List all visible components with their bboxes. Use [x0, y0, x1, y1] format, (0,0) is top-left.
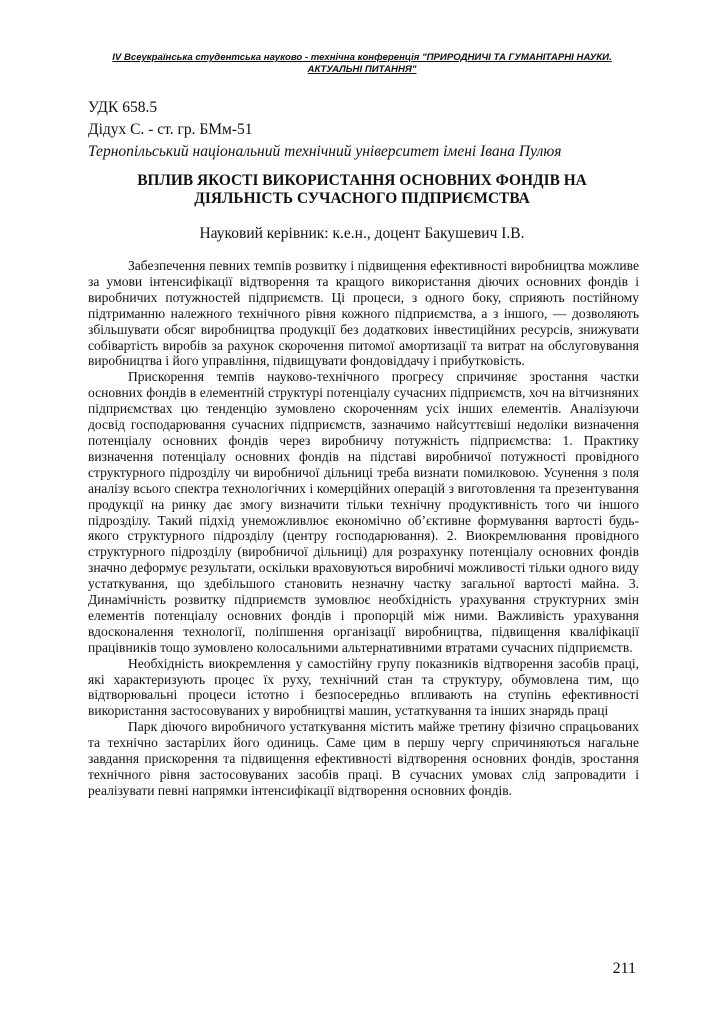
paragraph: Забезпечення певних темпів розвитку і підвищення ефективності виробництва можливе за умови інтенсифікації відтворення та кращого використання діючих основних фондів і виробничих потужностей підприємств. Ці процеси, з одного боку, сприяють постійному підтриманню належного технічного рівня кожного підприємства, а з іншого, — дозволяють збільшувати обсяг виробництва продукції без додаткових інвестиційних ресурсів, знижувати собівартість виробів за рахунок скорочення питомої амортизації та витрат на обслуговування виробництва і його управління, підвищувати фондовіддачу і прибутковість. — [88, 258, 639, 369]
paragraph: Парк діючого виробничого устаткування містить майже третину фізично спрацьованих та технічно застарілих його одиниць. Саме цим в першу чергу спричиняються нагальне завдання прискорення та підвищення ефективності відтворення основних фондів, зростання технічного рівня застосовуваних засобів праці. В сучасних умовах слід запровадити і реалізувати певні напрямки інтенсифікації відтворення основних фондів. — [88, 719, 639, 798]
article-meta — [88, 97, 648, 163]
conference-header — [90, 52, 634, 76]
author: Дідух С. - ст. гр. БМм-51 — [88, 121, 253, 138]
paper-title-line-2: ДІЯЛЬНІСТЬ СУЧАСНОГО ПІДПРИЄМСТВА — [194, 190, 530, 207]
paper-title-line-1: ВПЛИВ ЯКОСТІ ВИКОРИСТАННЯ ОСНОВНИХ ФОНДІВ НА — [137, 172, 587, 189]
page-number: 211 — [612, 960, 636, 977]
paragraph: Необхідність виокремлення у самостійну групу показників відтворення засобів праці, які характеризують процес їх руху, технічний стан та структуру, обумовлена тим, що відтворювальні процеси істотно і безпосередньо впливають на ступінь ефективності використання застосовуваних у виробництві машин, устаткування та інших знарядь праці — [88, 655, 639, 719]
conference-header-line-1: IV Всеукраїнська студентська науково - технічна конференція "ПРИРОДНИЧІ ТА ГУМАНІТАРНІ НАУКИ. — [112, 52, 612, 63]
article-body — [88, 258, 639, 799]
conference-header-line-2: АКТУАЛЬНІ ПИТАННЯ" — [307, 64, 417, 75]
paragraph: Прискорення темпів науково-технічного прогресу спричиняє зростання частки основних фондів в елементній структурі потенціалу сучасних підприємств, хоч на вітчизняних підприємствах цю тенденцію зумовлено скороченням усіх інших елементів. Аналізуючи досвід господарювання сучасних підприємств, зазначимо найсуттєвіші недоліки визначення потенціалу основних фондів через виробничу потужність підприємства: 1. Практику визначення потенціалу основних фондів на підставі виробничої потужності провідного структурного підрозділу чи виробничої дільниці треба визнати помилковою. Усунення з поля аналізу всього спектра технологічних і комерційних операцій з виготовлення та презентування продукції на ринку дає змогу визначити тільки технічну продуктивність того чи іншого підрозділу. Такий підхід унеможливлює економічно об’єктивне формування вартості будь-якого структурного підрозділу (центру господарювання). 2. Виокремлювання провідного структурного підрозділу (виробничої дільниці) для розрахунку потенціалу основних фондів значно деформує результати, оскільки враховуються виробничі можливості тільки одного виду устаткування, що здебільшого становить незначну частку загальної вартості майна. 3. Динамічність розвитку підприємств зумовлює необхідність урахування структурних змін елементів потенціалу основних фондів і пропорцій між ними. Важливість урахування вдосконалення технології, поліпшення організації виробництва, підвищення кваліфікації працівників тощо зумовлено колосальними альтернативними втратами сучасних підприємств. — [88, 369, 639, 655]
udk-code: УДК 658.5 — [88, 99, 158, 116]
affiliation: Тернопільський національний технічний університет імені Івана Пулюя — [88, 143, 562, 160]
scientific-advisor: Науковий керівник: к.е.н., доцент Бакушевич І.В. — [199, 225, 525, 242]
paper-title — [88, 172, 636, 208]
